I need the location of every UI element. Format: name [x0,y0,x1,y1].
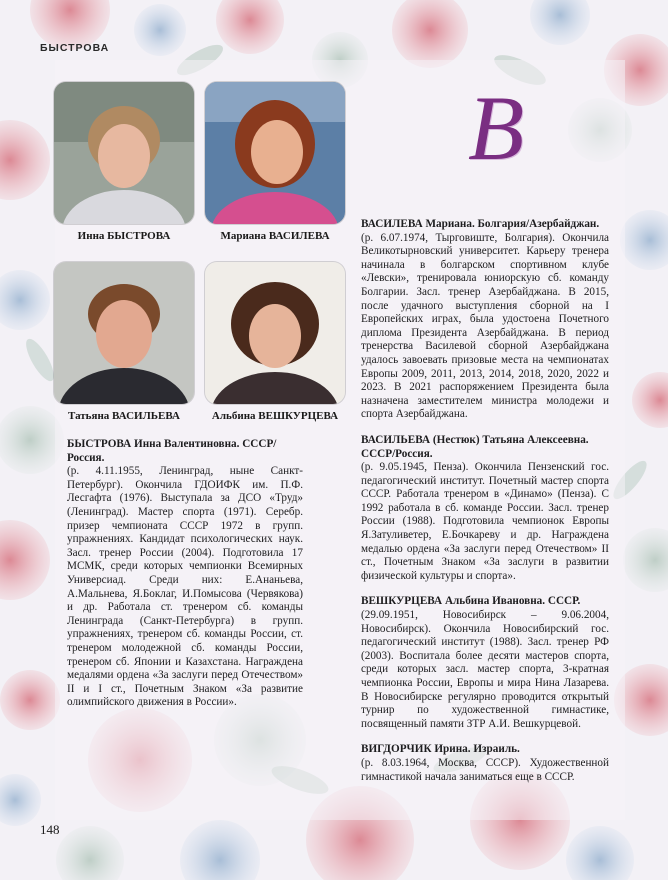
entry-text: (р. 8.03.1964, Москва, СССР). Художественной гимнастикой начала заниматься еще в СССР. [361,756,609,783]
page-number: 148 [40,822,60,837]
entry-heading: БЫСТРОВА Инна Валентиновна. СССР/Россия. [67,438,277,464]
text-column-left [67,438,303,722]
caption-vasilyeva: Татьяна ВАСИЛЬЕВА [68,410,180,422]
photo-bystrova [54,82,194,224]
portrait-image [54,82,194,224]
entry-heading: ВАСИЛЕВА Мариана. Болгария/Азербайджан. [361,218,600,230]
entry-vigdorchik [361,743,609,784]
running-header: БЫСТРОВА [40,42,110,54]
entry-heading: ВЕШКУРЦЕВА Альбина Ивановна. СССР. [361,595,581,608]
entry-text: (р. 9.05.1945, Пенза). Окончила Пензенский гос. педагогический институт. Почетный мастер спорта СССР. Работала тренером в «Динамо» (Пенза). С 1992 работала в сб. команде России. Засл. тренер России (1988). Подготовила чемпионок Европы Я.Затуливетер, Е.Бочкареву и др. Награждена медалью ордена «За заслуги перед Отечеством» II ст., Почетным Знаком «За заслуги в развитии физической культуры и спорта». [361,461,609,582]
portrait-image [205,82,345,224]
entry-text: (р. 6.07.1974, Тырговиште, Болгария). Окончила Великотырновский университет. Карьеру тренера начинала в болгарском спортивном клубе «Левски», тренировала юниорскую сб. команду Болгарии. Засл. тренер Азербайджана. В 2015, после удачного выступления сборной на I Европейских играх, была удостоена Почетного диплома Президента Азербайджана. В период тренерства Василевой сборной Азербайджана удалось завоевать призовые места на чемпионатах Европы 2009, 2011, 2013, 2014, 2018, 2020, 2022 и 2023. В 2021 распоряжением Президента была назначена заместителем министра молодежи и спорта Азербайджана. [361,231,609,421]
entry-vasileva [361,218,609,422]
entry-bystrova [67,438,303,710]
entry-heading: ВИГДОРЧИК Ирина. Израиль. [361,743,520,756]
photo-vasileva [205,82,345,224]
text-column-right [361,218,609,796]
entry-text: (р. 4.11.1955, Ленинград, ныне Санкт-Петербург). Окончила ГДОИФК им. П.Ф. Лесгафта (1976). Выступала за ДСО «Труд» (Ленинград). Мастер спорта (1971). Серебр. призер чемпионата СССР 1972 в групп. упражнениях. Кандидат психологических наук. Засл. тренер России (2004). Подготовила 17 МСМК, среди которых чемпионки Всемирных Универсиад. Среди них: Е.Ананьева, А.Мальнева, Я.Боклаг, И.Помысова (Червякова) и др. Работала ст. тренером сб. команды Ленинграда (Санкт-Петербурга) в групп. упражнениях, тренером сб. команды России, ст. тренером молодежной сб. команды России, тренером сб. Японии и Казахстана. Награждена медалями ордена «За заслуги перед Отечеством» II и I ст., Почетным Знаком «За развитие олимпийского движения в России». [67,465,303,709]
caption-bystrova: Инна БЫСТРОВА [77,230,171,242]
photo-vasilyeva [54,262,194,404]
section-letter: В [468,77,525,179]
caption-vasileva: Мариана ВАСИЛЕВА [220,230,330,242]
entry-veshkurtseva [361,595,609,731]
portrait-image [54,262,194,404]
entry-text: (29.09.1951, Новосибирск – 9.06.2004, Новосибирск). Окончила Новосибирский гос. педагогический институт (1988). Засл. тренер РФ (2003). Воспитала более десяти мастеров спорта, среди которых засл. мастер спорта, 3-кратная чемпионка России, Европы и мира Нина Лазарева. В Новосибирске регулярно проводится открытый турнир по художественной гимнастике, посвященный памяти ЗТР А.И. Вешкурцевой. [361,609,609,730]
entry-heading: ВАСИЛЬЕВА (Нестюк) Татьяна Алексеевна. СССР/Россия. [361,433,589,460]
entry-vasilyeva [361,434,609,584]
portrait-image [205,262,345,404]
caption-veshkurtseva: Альбина ВЕШКУРЦЕВА [211,410,339,422]
photo-veshkurtseva [205,262,345,404]
